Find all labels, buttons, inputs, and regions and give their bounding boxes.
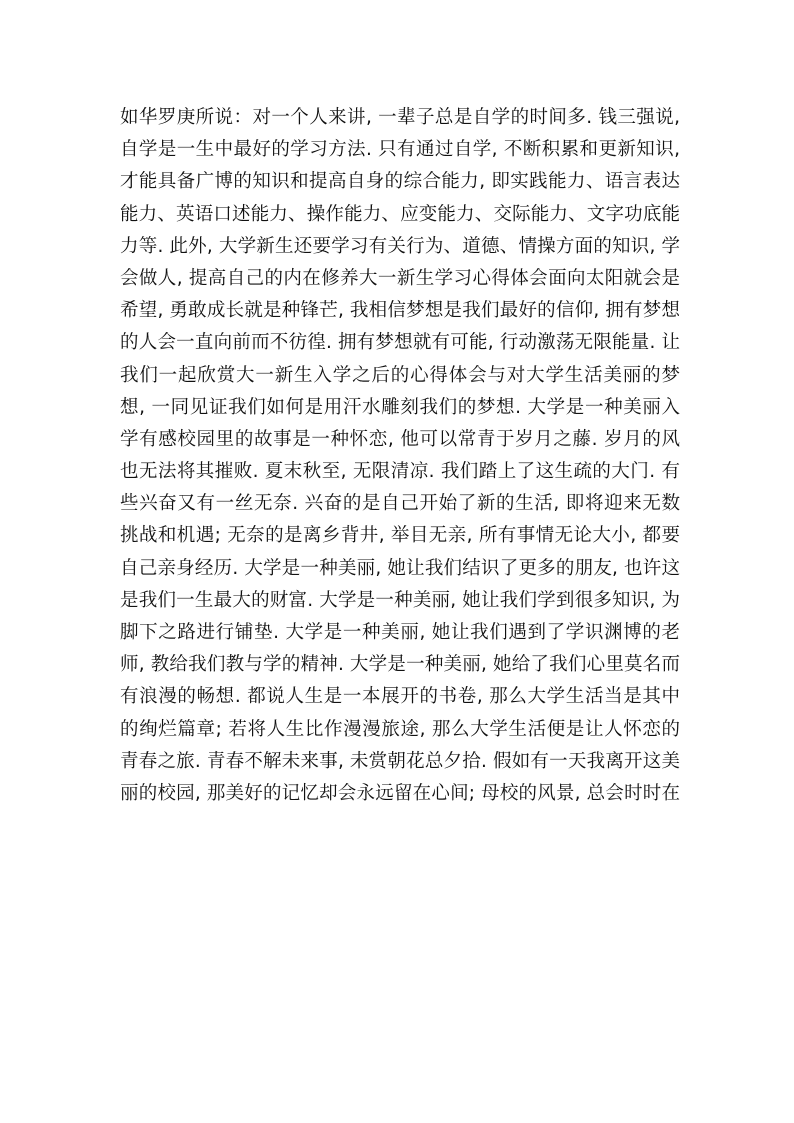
text-line-4: 能力、英语口述能力、操作能力、应变能力、交际能力、文字功底能: [120, 203, 680, 225]
text-line-7: 希望, 勇敢成长就是种锋芒, 我相信梦想是我们最好的信仰, 拥有梦想: [120, 300, 680, 322]
text-line-17: 脚下之路进行铺垫. 大学是一种美丽, 她让我们遇到了学识渊博的老: [120, 622, 680, 643]
text-line-19: 有浪漫的畅想. 都说人生是一本展开的书卷, 那么大学生活当是其中: [120, 686, 680, 708]
text-line-22: 丽的校园, 那美好的记忆却会永远留在心间; 母校的风景, 总会时时在: [120, 782, 680, 804]
text-line-3: 才能具备广博的知识和提高自身的综合能力, 即实践能力、语言表达: [120, 171, 680, 193]
text-line-6: 会做人, 提高自己的内在修养大一新生学习心得体会面向太阳就会是: [120, 267, 680, 289]
text-line-14: 挑战和机遇; 无奈的是离乡背井, 举目无亲, 所有事情无论大小, 都要: [120, 525, 680, 547]
text-line-20: 的绚烂篇章; 若将人生比作漫漫旅途, 那么大学生活便是让人怀恋的: [120, 718, 680, 740]
text-line-2: 自学是一生中最好的学习方法. 只有通过自学, 不断积累和更新知识,: [120, 139, 680, 161]
text-line-12: 也无法将其摧败. 夏末秋至, 无限清凉. 我们踏上了这生疏的大门. 有: [120, 461, 680, 483]
text-line-21: 青春之旅. 青春不解未来事, 未赏朝花总夕拾. 假如有一天我离开这美: [120, 750, 680, 772]
text-line-5: 力等. 此外, 大学新生还要学习有关行为、道德、情操方面的知识, 学: [120, 235, 680, 257]
text-line-13: 些兴奋又有一丝无奈. 兴奋的是自己开始了新的生活, 即将迎来无数: [120, 493, 680, 515]
text-line-10: 想, 一同见证我们如何是用汗水雕刻我们的梦想. 大学是一种美丽入: [120, 396, 680, 418]
body-paragraph: [120, 102, 680, 810]
text-line-18: 师, 教给我们教与学的精神. 大学是一种美丽, 她给了我们心里莫名而: [120, 654, 680, 676]
text-line-1: 如华罗庚所说：对一个人来讲, 一辈子总是自学的时间多. 钱三强说,: [120, 107, 680, 128]
text-line-11: 学有感校园里的故事是一种怀恋, 他可以常青于岁月之藤. 岁月的风: [120, 428, 680, 450]
text-line-9: 我们一起欣赏大一新生入学之后的心得体会与对大学生活美丽的梦: [120, 364, 680, 386]
text-line-16: 是我们一生最大的财富. 大学是一种美丽, 她让我们学到很多知识, 为: [120, 589, 680, 611]
text-line-15: 自己亲身经历. 大学是一种美丽, 她让我们结识了更多的朋友, 也许这: [120, 557, 680, 579]
text-line-8: 的人会一直向前而不彷徨. 拥有梦想就有可能, 行动激荡无限能量. 让: [120, 332, 680, 354]
